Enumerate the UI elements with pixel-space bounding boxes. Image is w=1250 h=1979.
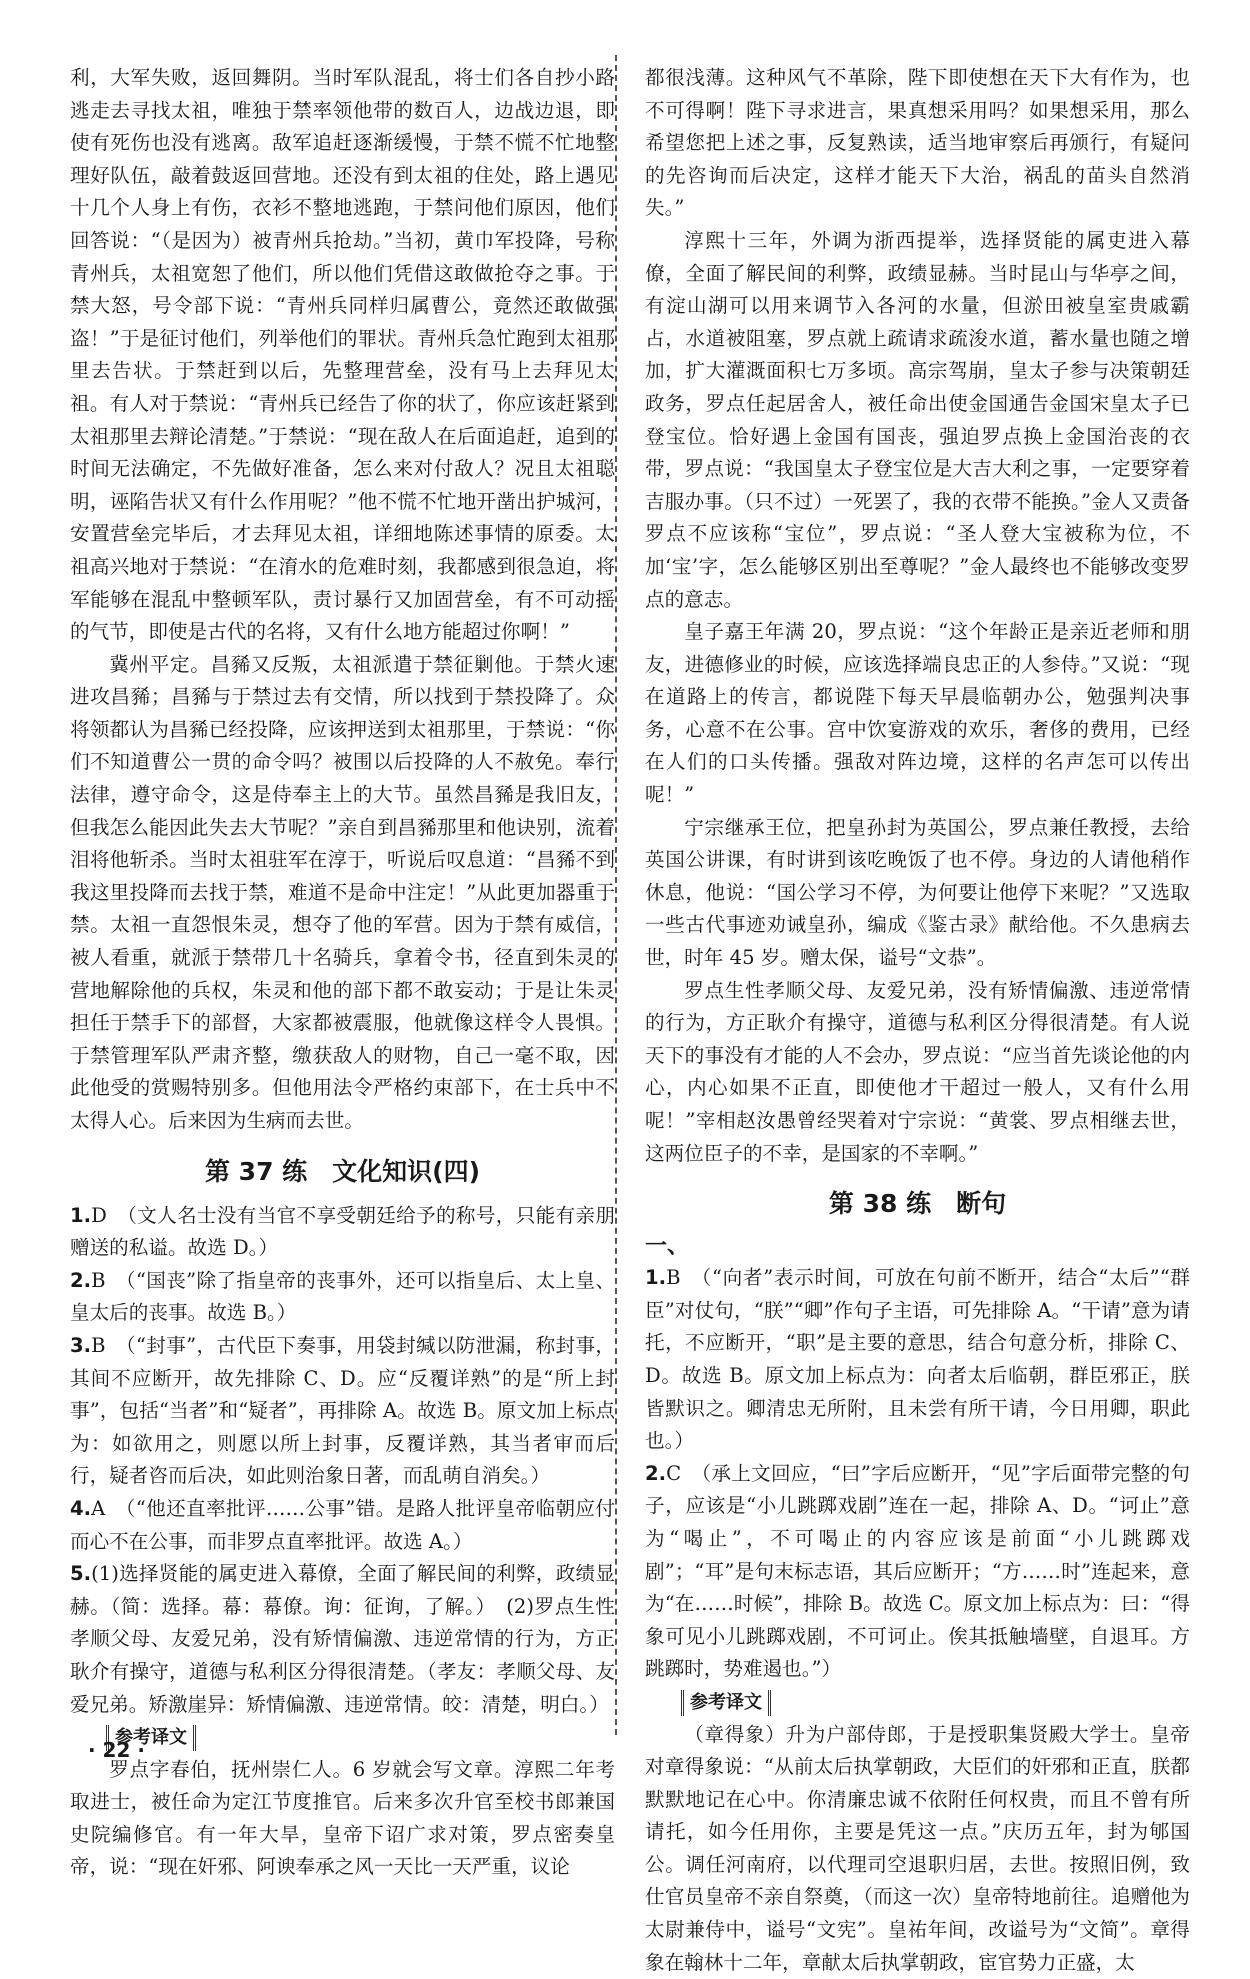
right-paragraph-2: 淳熙十三年，外调为浙西提举，选择贤能的属吏进入幕僚，全面了解民间的利弊，政绩显赫。当时昆山与华亭之间，有淀山湖可以用来调节入各河的水量，但淤田被皇室贵戚霸占，水道被阻塞，罗点就上疏请求疏浚水道，蓄水量也随之增加，扩大灌溉面积七万多顷。高宗驾崩，皇太子参与决策朝廷政务，罗点任起居舍人，被任命出使金国通告金国宋皇太子已登宝位。恰好遇上金国有国丧，强迫罗点换上金国治丧的衣带，罗点说：“我国皇太子登宝位是大吉大利之事，一定要穿着吉服办事。（只不过）一死罢了，我的衣带不能换。”金人又责备罗点不应该称“宝位”，罗点说：“圣人登大宝被称为位，不加‘宝’字，怎么能够区别出至尊呢？”金人最终也不能够改变罗点的意志。 bbox=[645, 225, 1190, 616]
answer-item bbox=[70, 1558, 615, 1721]
answer-text: B （“国丧”除了指皇帝的丧事外，还可以指皇后、太上皇、皇太后的丧事。故选 B。） bbox=[70, 1269, 615, 1325]
answer-number: 1. bbox=[645, 1266, 666, 1289]
answer-text: B （“向者”表示时间，可放在句前不断开，结合“太后”“群臣”对仗句，“朕”“卿”作句子主语，可先排除 A。“干请”意为请托，不应断开，“职”是主要的意思，结合句意分析，排除 C、D。故选 B。原文加上标点为：向者太后临朝，群臣邪正，朕皆默识之。卿清忠无所附，且未尝有所干请，今日用卿，职此也。） bbox=[645, 1266, 1190, 1452]
answer-item bbox=[70, 1265, 615, 1330]
answer-number: 5. bbox=[70, 1562, 91, 1585]
right-paragraph-5: 罗点生性孝顺父母、友爱兄弟，没有矫情偏激、违逆常情的行为，方正耿介有操守，道德与私利区分得很清楚。有人说天下的事没有才能的人不会办，罗点说：“应当首先谈论他的内心，内心如果不正直，即使他才干超过一般人，又有什么用呢！”宰相赵汝愚曾经哭着对宁宗说：“黄裳、罗点相继去世，这两位臣子的不幸，是国家的不幸啊。” bbox=[645, 975, 1190, 1171]
reference-translation-tag: 参考译文 bbox=[681, 1690, 771, 1716]
answer-text: (1)选择贤能的属吏进入幕僚，全面了解民间的利弊，政绩显赫。（简：选择。幕：幕僚。询：征询，了解。） (2)罗点生性孝顺父母、友爱兄弟，没有矫情偏激、违逆常情的行为，方正耿介有操守，道德与私利区分得很清楚。（孝友：孝顺父母、友爱兄弟。矫激崖异：矫情偏激、违逆常情。皎：清楚，明白。） bbox=[70, 1562, 615, 1715]
answer-text: D （文人名士没有当官不享受朝廷给予的称号，只能有亲朋赠送的私谥。故选 D。） bbox=[70, 1204, 615, 1260]
answer-number: 3. bbox=[70, 1334, 91, 1357]
section-marker: 一、 bbox=[645, 1232, 1190, 1262]
left-paragraph-1: 利，大军失败，返回舞阴。当时军队混乱，将士们各自抄小路逃走去寻找太祖，唯独于禁率领他带的数百人，边战边退，即使有死伤也没有逃离。敌军追赶逐渐缓慢，于禁不慌不忙地整理好队伍，敲着鼓返回营地。还没有到太祖的住处，路上遇见十几个人身上有伤，衣衫不整地逃跑，于禁问他们原因，他们回答说：“（是因为）被青州兵抢劫。”当初，黄巾军投降，号称青州兵，太祖宽恕了他们，所以他们凭借这敢做抢夺之事。于禁大怒，号令部下说：“青州兵同样归属曹公，竟然还敢做强盗！”于是征讨他们，列举他们的罪状。青州兵急忙跑到太祖那里去告状。于禁赶到以后，先整理营垒，没有马上去拜见太祖。有人对于禁说：“青州兵已经告了你的状了，你应该赶紧到太祖那里去辩论清楚。”于禁说：“现在敌人在后面追赶，追到的时间无法确定，不先做好准备，怎么来对付敌人？况且太祖聪明，诬陷告状又有什么作用呢？”他不慌不忙地开凿出护城河，安置营垒完毕后，才去拜见太祖，详细地陈述事情的原委。太祖高兴地对于禁说：“在淯水的危难时刻，我都感到很急迫，将军能够在混乱中整顿军队，责讨暴行又加固营垒，有不可动摇的气节，即使是古代的名将，又有什么地方能超过你啊！” bbox=[70, 62, 615, 649]
right-paragraph-3: 皇子嘉王年满 20，罗点说：“这个年龄正是亲近老师和朋友，进德修业的时候，应该选择端良忠正的人参侍。”又说：“现在道路上的传言，都说陛下每天早晨临朝办公，勉强判决事务，心意不在公事。宫中饮宴游戏的欢乐，奢侈的费用，已经在人们的口头传播。强敌对阵边境，这样的名声怎可以传出呢！” bbox=[645, 616, 1190, 812]
answer-text: A （“他还直率批评……公事”错。是路人批评皇帝临朝应付而心不在公事，而非罗点直率批评。故选 A。） bbox=[70, 1497, 615, 1553]
reference-translation-tag: 参考译文 bbox=[106, 1725, 196, 1751]
answer-item bbox=[70, 1493, 615, 1558]
answer-list-37 bbox=[70, 1200, 615, 1722]
answer-item bbox=[645, 1262, 1190, 1458]
right-paragraph-1: 都很浅薄。这种风气不革除，陛下即使想在天下大有作为，也不可得啊！陛下寻求进言，果真想采用吗？如果想采用，那么希望您把上述之事，反复熟读，适当地审察后再颁行，有疑问的先咨询而后决定，这样才能天下大治，祸乱的苗头自然消失。” bbox=[645, 62, 1190, 225]
right-paragraph-6: （章得象）升为户部侍郎，于是授职集贤殿大学士。皇帝对章得象说：“从前太后执掌朝政，大臣们的奸邪和正直，朕都默默地记在心中。你清廉忠诚不依附任何权贵，而且不曾有所请托，如今任用你，主要是凭这一点。”庆历五年，封为郇国公。调任河南府，以代理司空退职归居，去世。按照旧例，致仕官员皇帝不亲自祭奠，（而这一次）皇帝特地前往。追赠他为太尉兼侍中，谥号“文宪”。皇祐年间，改谥号为“文简”。章得象在翰林十二年，章献太后执掌朝政，宦官势力正盛，太 bbox=[645, 1719, 1190, 1979]
answer-list-38 bbox=[645, 1262, 1190, 1686]
answer-text: B （“封事”，古代臣下奏事，用袋封缄以防泄漏，称封事，其间不应断开，故先排除 C、D。应“反覆详熟”的是“所上封事”，包括“当者”和“疑者”，再排除 A。故选 B。原文加上标点为：如欲用之，则愿以所上封事，反覆详熟，其当者审而后行，疑者咨而后决，如此则治象日著，而乱萌自消矣。） bbox=[70, 1334, 615, 1487]
answer-item bbox=[70, 1330, 615, 1493]
right-column bbox=[645, 62, 1190, 1979]
exercise-38-title: 第 38 练 断句 bbox=[645, 1184, 1190, 1224]
answer-text: C （承上文回应，“曰”字后应断开，“见”字后面带完整的句子，应该是“小儿跳踯戏剧”连在一起，排除 A、D。“诃止”意为“喝止”，不可喝止的内容应该是前面“小儿跳踯戏剧”；“耳”是句末标志语，其后应断开；“方……时”连起来，意为“在……时候”，排除 B。故选 C。原文加上标点为：曰：“得象可见小儿跳踯戏剧，不可诃止。俟其抵触墙壁，自退耳。方跳踯时，势难遏也。”） bbox=[645, 1462, 1190, 1681]
right-paragraph-4: 宁宗继承王位，把皇孙封为英国公，罗点兼任教授，去给英国公讲课，有时讲到该吃晚饭了也不停。身边的人请他稍作休息，他说：“国公学习不停，为何要让他停下来呢？”又选取一些古代事迹劝诫皇孙，编成《鉴古录》献给他。不久患病去世，时年 45 岁。赠太保，谥号“文恭”。 bbox=[645, 812, 1190, 975]
column-divider bbox=[615, 55, 617, 1735]
answer-number: 1. bbox=[70, 1204, 91, 1227]
exercise-37-title: 第 37 练 文化知识(四) bbox=[70, 1152, 615, 1192]
answer-item bbox=[645, 1458, 1190, 1686]
answer-number: 2. bbox=[645, 1462, 666, 1485]
left-column bbox=[70, 62, 615, 1884]
answer-number: 2. bbox=[70, 1269, 91, 1292]
left-paragraph-3: 罗点字春伯，抚州崇仁人。6 岁就会写文章。淳熙二年考取进士，被任命为定江节度推官。后来多次升官至校书郎兼国史院编修官。有一年大旱，皇帝下诏广求对策，罗点密奏皇帝，说：“现在奸邪、阿谀奉承之风一天比一天严重，议论 bbox=[70, 1754, 615, 1884]
answer-item bbox=[70, 1200, 615, 1265]
answer-number: 4. bbox=[70, 1497, 91, 1520]
left-paragraph-2: 冀州平定。昌豨又反叛，太祖派遣于禁征剿他。于禁火速进攻昌豨；昌豨与于禁过去有交情，所以找到于禁投降了。众将领都认为昌豨已经投降，应该押送到太祖那里，于禁说：“你们不知道曹公一贯的命令吗？被围以后投降的人不赦免。奉行法律，遵守命令，这是侍奉主上的大节。虽然昌豨是我旧友，但我怎么能因此失去大节呢？”亲自到昌豨那里和他诀别，流着泪将他斩杀。当时太祖驻军在淳于，听说后叹息道：“昌豨不到我这里投降而去找于禁，难道不是命中注定！”从此更加器重于禁。太祖一直怨恨朱灵，想夺了他的军营。因为于禁有威信，被人看重，就派于禁带几十名骑兵，拿着令书，径直到朱灵的营地解除他的兵权，朱灵和他的部下都不敢妄动；于是让朱灵担任于禁手下的部督，大家都被震服，他就像这样令人畏惧。于禁管理军队严肃齐整，缴获敌人的财物，自己一毫不取，因此他受的赏赐特别多。但他用法令严格约束部下，在士兵中不太得人心。后来因为生病而去世。 bbox=[70, 649, 615, 1138]
page-number: · 22 · bbox=[88, 1738, 145, 1762]
